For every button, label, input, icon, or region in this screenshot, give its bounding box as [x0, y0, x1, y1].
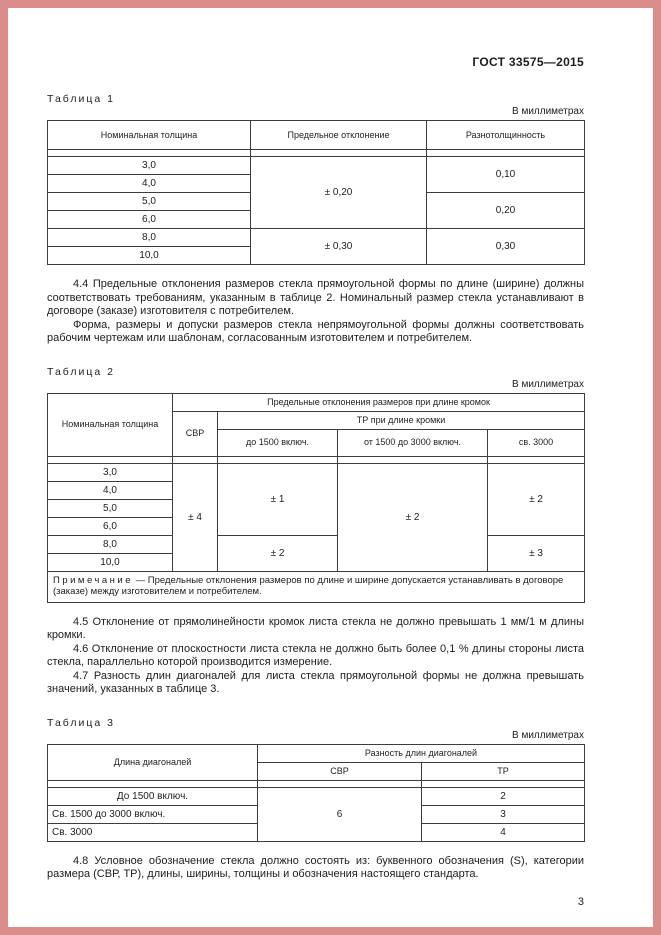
table1-header-thickness: Номинальная толщина: [48, 121, 251, 150]
table2-spacer-row: [48, 456, 585, 463]
table3-header-tr: ТР: [422, 762, 585, 780]
note-text: — Предельные отклонения размеров по длине и ширине допускается устанавливать в договоре (заказе) между изготовителем и потребителем.: [53, 574, 564, 597]
table2-header-sub1: до 1500 включ.: [218, 429, 338, 456]
table2-header-group: Предельные отклонения размеров при длине кромок: [173, 393, 585, 411]
note-label: Примечание: [53, 574, 133, 586]
thickness-cell: 5,0: [48, 499, 173, 517]
thickness-cell: 10,0: [48, 247, 251, 265]
table3-header-diagonal: Длина диагоналей: [48, 744, 258, 780]
thickness-cell: 4,0: [48, 175, 251, 193]
thickness-cell: 8,0: [48, 535, 173, 553]
spacer-cell: [48, 150, 251, 157]
thickness-cell: 10,0: [48, 553, 173, 571]
table2-header-svr: СВР: [173, 411, 218, 456]
table-row: [48, 787, 585, 805]
doc-number: ГОСТ 33575—2015: [472, 55, 584, 69]
svr-cell: 6: [258, 787, 422, 841]
deviation-cell: ± 1: [218, 463, 338, 535]
table3-header-group: Разность длин диагоналей: [258, 744, 585, 762]
spacer-cell: [48, 780, 258, 787]
paragraph-4-8: 4.8 Условное обозначение стекла должно состоять из: буквенного обозначения (S), категории размера (СВР, ТР), длины, ширины, толщины и обозначения настоящего стандарта.: [47, 854, 584, 880]
deviation-cell: ± 2: [218, 535, 338, 571]
variation-cell: 0,10: [427, 157, 585, 193]
diagonal-range-cell: Св. 3000: [48, 823, 258, 841]
paragraph-4-4-cont: Форма, размеры и допуски размеров стекла непрямоугольной формы должны соответствовать рабочим чертежам или шаблонам, согласованным изготовителем и потребителем.: [47, 318, 584, 344]
document-page: [8, 8, 653, 927]
table3-spacer-row: [48, 780, 585, 787]
variation-cell: 0,20: [427, 193, 585, 229]
table3-header-svr: СВР: [258, 762, 422, 780]
table1-header-deviation: Предельное отклонение: [251, 121, 427, 150]
table-row: [48, 229, 585, 247]
paragraph-4-4: 4.4 Предельные отклонения размеров стекла прямоугольной формы по длине (ширине) должны соответствовать требованиям, указанным в таблице 2. Номинальный размер стекла устанавливают в договоре (заказе) изготовителя с потребителем.: [47, 278, 584, 317]
spacer-cell: [338, 456, 488, 463]
table3-units: В миллиметрах: [512, 729, 584, 741]
table2-note-row: [48, 571, 585, 602]
tr-cell: 4: [422, 823, 585, 841]
table1-label: Таблица 1: [47, 93, 115, 105]
tr-cell: 3: [422, 805, 585, 823]
thickness-cell: 6,0: [48, 517, 173, 535]
table1-header-variation: Разнотолщинность: [427, 121, 585, 150]
spacer-cell: [488, 456, 585, 463]
table3: [47, 744, 585, 842]
table2-label: Таблица 2: [47, 365, 115, 378]
variation-cell: 0,30: [427, 229, 585, 265]
diagonal-range-cell: Св. 1500 до 3000 включ.: [48, 805, 258, 823]
table2-header-row1: [48, 393, 585, 411]
thickness-cell: 5,0: [48, 193, 251, 211]
page-number: 3: [577, 895, 584, 908]
page-content: [8, 8, 653, 908]
table2-note: [48, 571, 585, 602]
spacer-cell: [48, 456, 173, 463]
thickness-cell: 6,0: [48, 211, 251, 229]
table3-header-row1: [48, 744, 585, 762]
thickness-cell: 3,0: [48, 463, 173, 481]
table2-header-sub2: от 1500 до 3000 включ.: [338, 429, 488, 456]
deviation-cell: ± 0,30: [251, 229, 427, 265]
table1-header-row: [48, 121, 585, 150]
table2-header-tr-group: ТР при длине кромки: [218, 411, 585, 429]
spacer-cell: [173, 456, 218, 463]
table1-units: В миллиметрах: [512, 106, 584, 117]
table2-units: В миллиметрах: [512, 378, 584, 390]
table2-header-sub3: св. 3000: [488, 429, 585, 456]
thickness-cell: 8,0: [48, 229, 251, 247]
deviation-cell: ± 2: [488, 463, 585, 535]
deviation-cell: ± 0,20: [251, 157, 427, 229]
table-row: [48, 463, 585, 481]
thickness-cell: 4,0: [48, 481, 173, 499]
thickness-cell: 3,0: [48, 157, 251, 175]
tr-cell: 2: [422, 787, 585, 805]
spacer-cell: [422, 780, 585, 787]
table3-label: Таблица 3: [47, 716, 115, 729]
table-row: [48, 535, 585, 553]
deviation-cell: ± 2: [338, 463, 488, 571]
svr-cell: ± 4: [173, 463, 218, 571]
table2-header-thickness: Номинальная толщина: [48, 393, 173, 456]
spacer-cell: [427, 150, 585, 157]
paragraph-4-5: 4.5 Отклонение от прямолинейности кромок листа стекла не должно превышать 1 мм/1 м длины кромки.: [47, 615, 584, 641]
spacer-cell: [251, 150, 427, 157]
table2: [47, 393, 585, 603]
spacer-cell: [258, 780, 422, 787]
diagonal-range-cell: До 1500 включ.: [48, 787, 258, 805]
spacer-cell: [218, 456, 338, 463]
table1: [47, 120, 585, 265]
paragraph-4-6: 4.6 Отклонение от плоскостности листа стекла не должно быть более 0,1 % длины стороны листа стекла, параллельно которой производится измерение.: [47, 642, 584, 668]
paragraph-4-7: 4.7 Разность длин диагоналей для листа стекла прямоугольной формы не должна превышать значений, указанных в таблице 3.: [47, 669, 584, 695]
table1-spacer-row: [48, 150, 585, 157]
table-row: [48, 157, 585, 175]
deviation-cell: ± 3: [488, 535, 585, 571]
